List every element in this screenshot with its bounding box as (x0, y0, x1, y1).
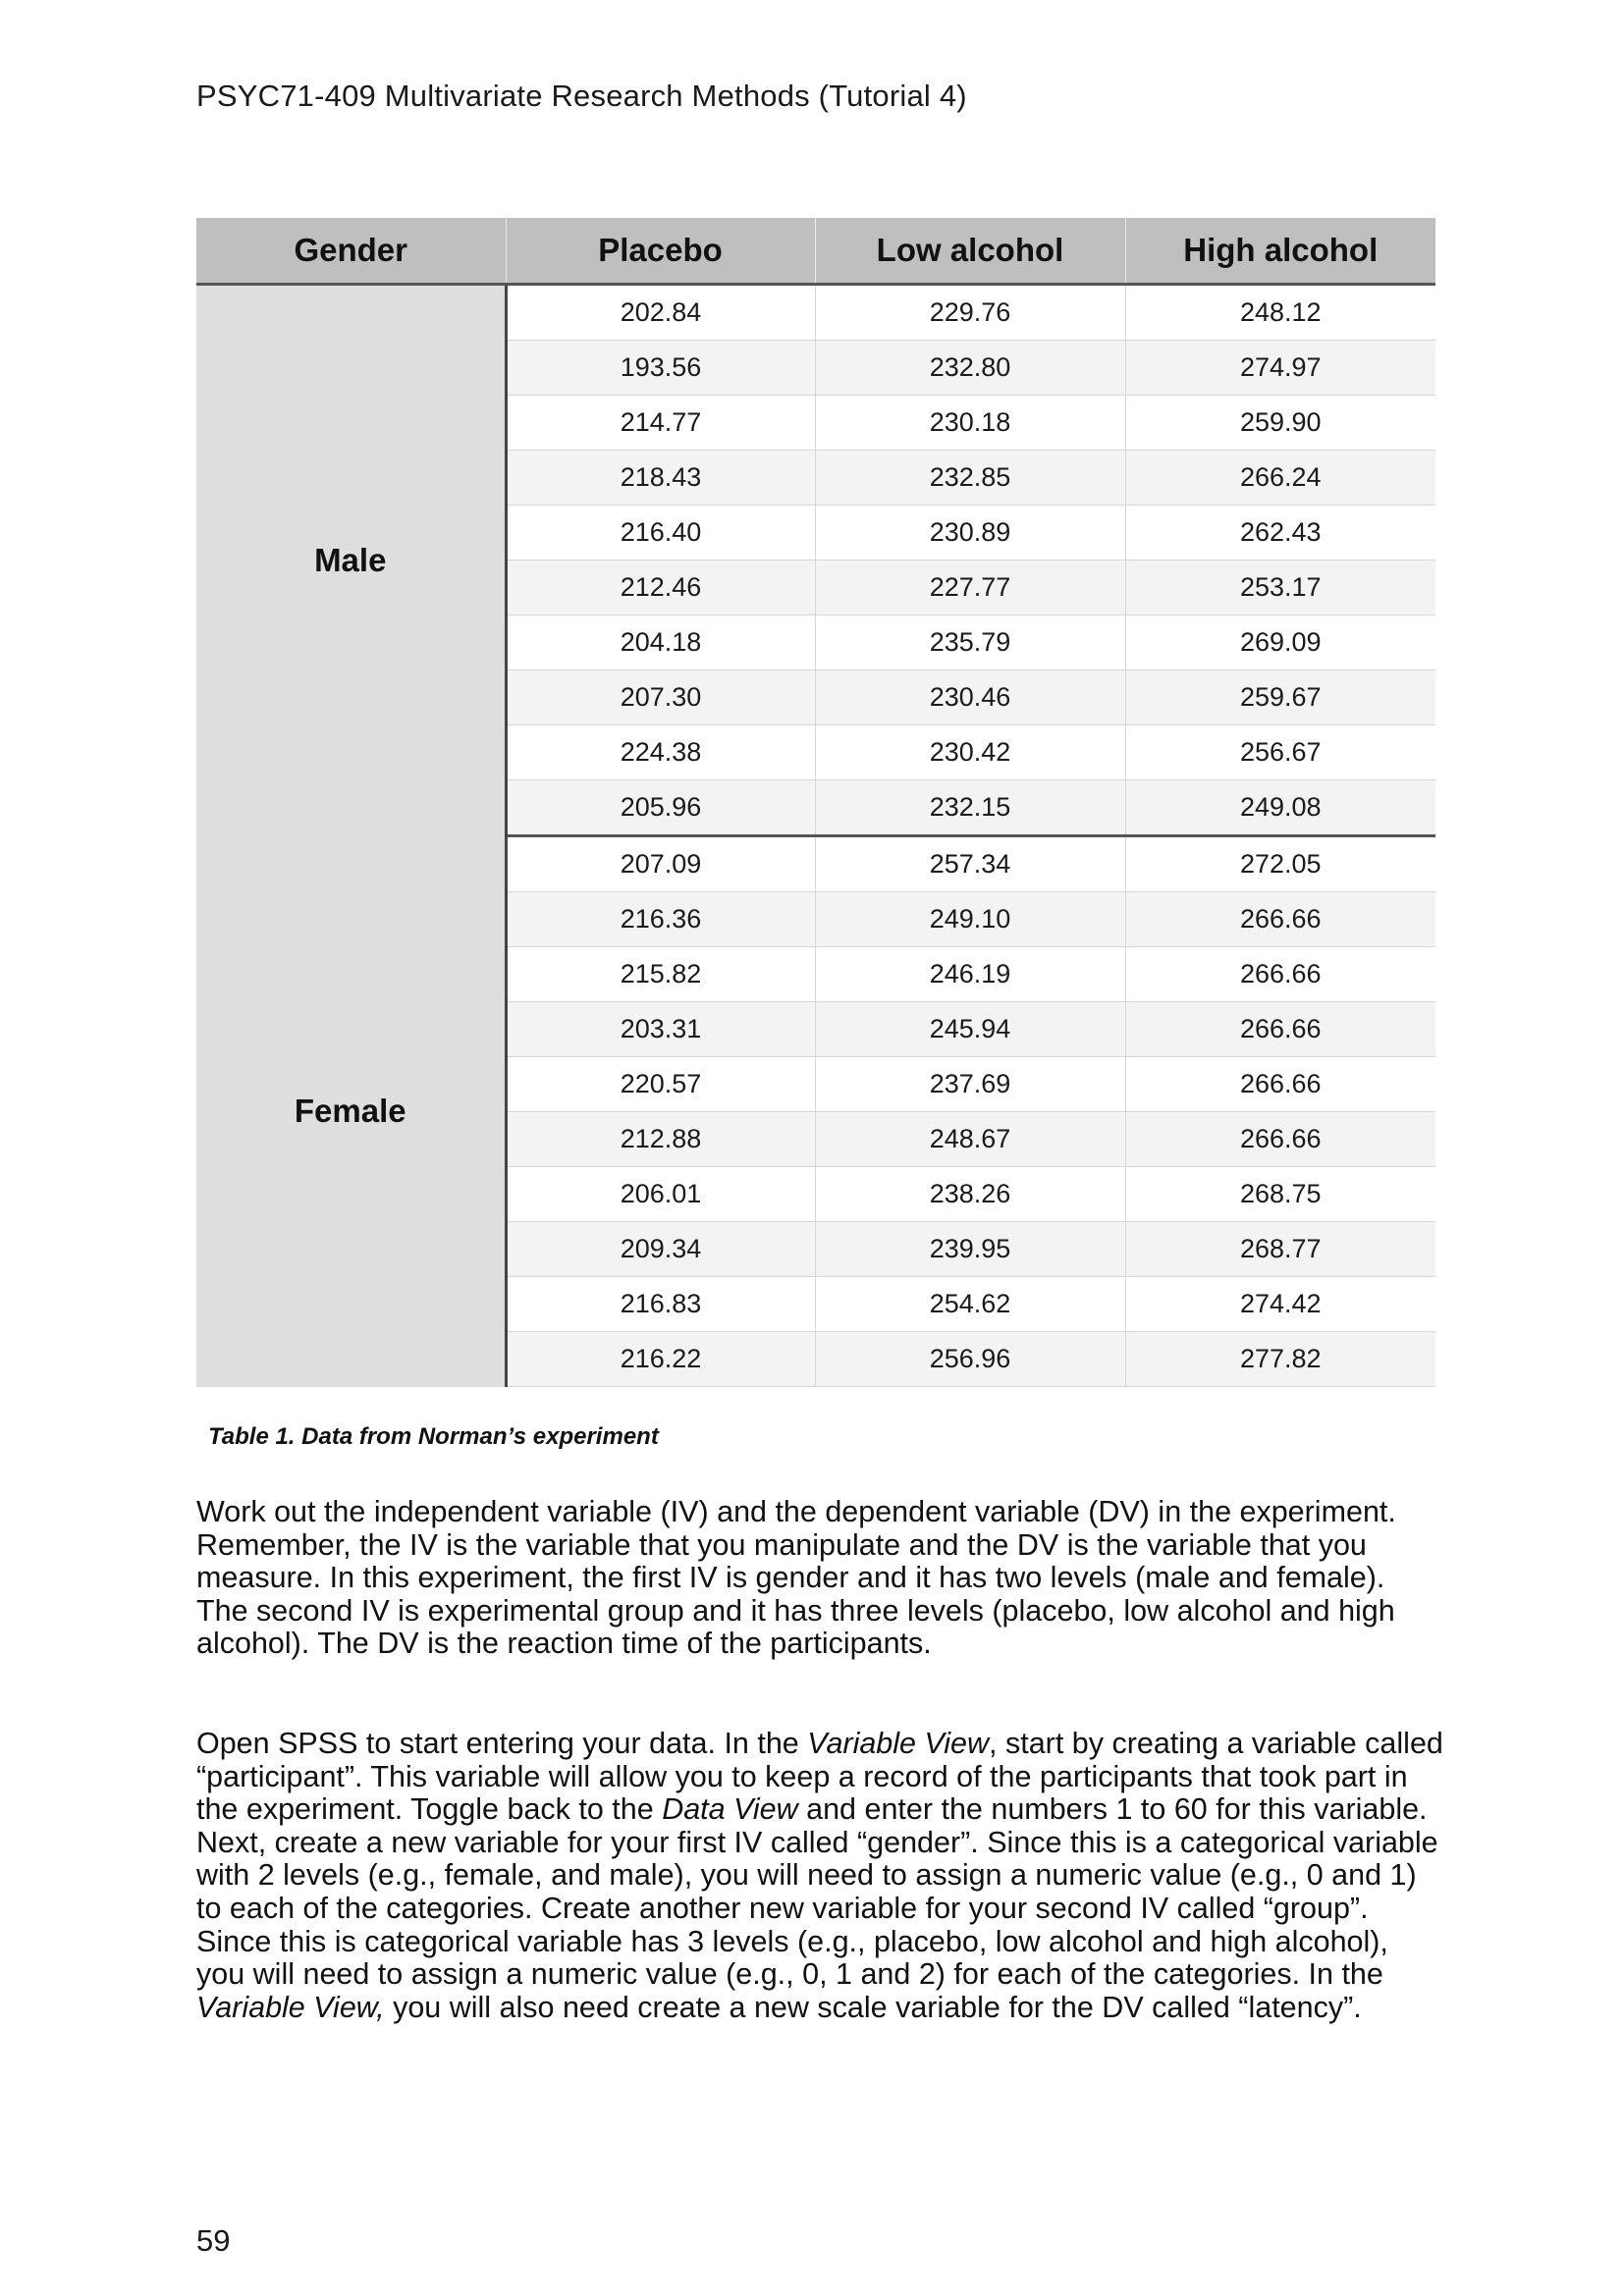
cell-high-alcohol: 248.12 (1125, 285, 1435, 341)
cell-placebo: 206.01 (506, 1167, 815, 1222)
cell-low-alcohol: 246.19 (815, 947, 1125, 1002)
cell-high-alcohol: 272.05 (1125, 836, 1435, 892)
table-header-row (196, 218, 1435, 285)
page-number: 59 (196, 2223, 231, 2258)
page-header: PSYC71-409 Multivariate Research Methods (Tutorial 4) (196, 79, 967, 113)
cell-high-alcohol: 259.90 (1125, 396, 1435, 451)
cell-low-alcohol: 256.96 (815, 1332, 1125, 1387)
table-body (196, 285, 1435, 1387)
data-view-term: Data View (662, 1792, 798, 1827)
cell-high-alcohol: 274.42 (1125, 1277, 1435, 1332)
cell-placebo: 205.96 (506, 780, 815, 836)
cell-placebo: 207.30 (506, 670, 815, 725)
cell-low-alcohol: 227.77 (815, 561, 1125, 615)
cell-low-alcohol: 248.67 (815, 1112, 1125, 1167)
cell-low-alcohol: 239.95 (815, 1222, 1125, 1277)
cell-placebo: 218.43 (506, 451, 815, 506)
cell-low-alcohol: 235.79 (815, 615, 1125, 670)
cell-low-alcohol: 230.42 (815, 725, 1125, 780)
paragraph-text: Open SPSS to start entering your data. In the (196, 1727, 808, 1760)
column-header-gender: Gender (196, 218, 506, 285)
cell-high-alcohol: 266.66 (1125, 892, 1435, 947)
column-header-high-alcohol: High alcohol (1125, 218, 1435, 285)
cell-high-alcohol: 268.77 (1125, 1222, 1435, 1277)
cell-high-alcohol: 266.66 (1125, 1057, 1435, 1112)
cell-low-alcohol: 232.85 (815, 451, 1125, 506)
variable-view-term: Variable View (807, 1727, 990, 1760)
variable-view-term: Variable View, (196, 1990, 385, 2024)
cell-high-alcohol: 266.24 (1125, 451, 1435, 506)
cell-placebo: 215.82 (506, 947, 815, 1002)
cell-high-alcohol: 253.17 (1125, 561, 1435, 615)
cell-placebo: 216.40 (506, 506, 815, 561)
cell-placebo: 202.84 (506, 285, 815, 341)
cell-low-alcohol: 229.76 (815, 285, 1125, 341)
cell-low-alcohol: 245.94 (815, 1002, 1125, 1057)
cell-high-alcohol: 268.75 (1125, 1167, 1435, 1222)
cell-placebo: 216.36 (506, 892, 815, 947)
cell-placebo: 212.88 (506, 1112, 815, 1167)
table-row (196, 285, 1435, 341)
cell-low-alcohol: 232.80 (815, 341, 1125, 396)
cell-high-alcohol: 249.08 (1125, 780, 1435, 836)
paragraph-variables: Work out the independent variable (IV) and the dependent variable (DV) in the experiment. Remember, the IV is the variable that you manipulate and the DV is the variable that you measure. In this experiment, the first IV is gender and it has two levels (male and female). The second IV is experimental group and it has three levels (placebo, low alcohol and high alcohol). The DV is the reaction time of the participants. (196, 1495, 1396, 1661)
cell-high-alcohol: 269.09 (1125, 615, 1435, 670)
table-caption: Table 1. Data from Norman’s experiment (208, 1423, 659, 1450)
paragraph-text: you will also need create a new scale variable for the DV called “latency”. (384, 1990, 1362, 2024)
cell-low-alcohol: 230.18 (815, 396, 1125, 451)
cell-placebo: 216.83 (506, 1277, 815, 1332)
cell-high-alcohol: 266.66 (1125, 1002, 1435, 1057)
cell-low-alcohol: 230.46 (815, 670, 1125, 725)
cell-high-alcohol: 266.66 (1125, 1112, 1435, 1167)
cell-low-alcohol: 257.34 (815, 836, 1125, 892)
cell-low-alcohol: 254.62 (815, 1277, 1125, 1332)
cell-placebo: 207.09 (506, 836, 815, 892)
cell-low-alcohol: 237.69 (815, 1057, 1125, 1112)
cell-low-alcohol: 230.89 (815, 506, 1125, 561)
cell-high-alcohol: 274.97 (1125, 341, 1435, 396)
cell-low-alcohol: 249.10 (815, 892, 1125, 947)
column-header-placebo: Placebo (506, 218, 815, 285)
cell-placebo: 214.77 (506, 396, 815, 451)
cell-low-alcohol: 238.26 (815, 1167, 1125, 1222)
table-row (196, 836, 1435, 892)
cell-high-alcohol: 262.43 (1125, 506, 1435, 561)
cell-high-alcohol: 259.67 (1125, 670, 1435, 725)
cell-placebo: 203.31 (506, 1002, 815, 1057)
cell-high-alcohol: 277.82 (1125, 1332, 1435, 1387)
gender-cell-male: Male (196, 285, 506, 836)
cell-placebo: 212.46 (506, 561, 815, 615)
cell-placebo: 209.34 (506, 1222, 815, 1277)
column-header-low-alcohol: Low alcohol (815, 218, 1125, 285)
data-table (196, 218, 1435, 1387)
cell-high-alcohol: 256.67 (1125, 725, 1435, 780)
cell-placebo: 193.56 (506, 341, 815, 396)
cell-placebo: 204.18 (506, 615, 815, 670)
paragraph-spss-instructions (196, 1728, 1443, 2024)
cell-placebo: 224.38 (506, 725, 815, 780)
paragraph-text: , start by creating a variable called “participant”. This variable will allow you to keep a record of the participants that took part in the experiment. Toggle back to the (196, 1727, 1443, 1827)
cell-placebo: 220.57 (506, 1057, 815, 1112)
cell-low-alcohol: 232.15 (815, 780, 1125, 836)
paragraph-text: and enter the numbers 1 to 60 for this variable. Next, create a new variable for your first IV called “gender”. Since this is a categorical variable with 2 levels (e.g., female, and male), you will need to assign a numeric value (e.g., 0 and 1) to each of the categories. Create another new variable for your second IV called “group”. Since this is categorical variable has 3 levels (e.g., placebo, low alcohol and high alcohol), you will need to assign a numeric value (e.g., 0, 1 and 2) for each of the categories. In the (196, 1792, 1438, 1992)
gender-cell-female: Female (196, 836, 506, 1387)
cell-placebo: 216.22 (506, 1332, 815, 1387)
cell-high-alcohol: 266.66 (1125, 947, 1435, 1002)
